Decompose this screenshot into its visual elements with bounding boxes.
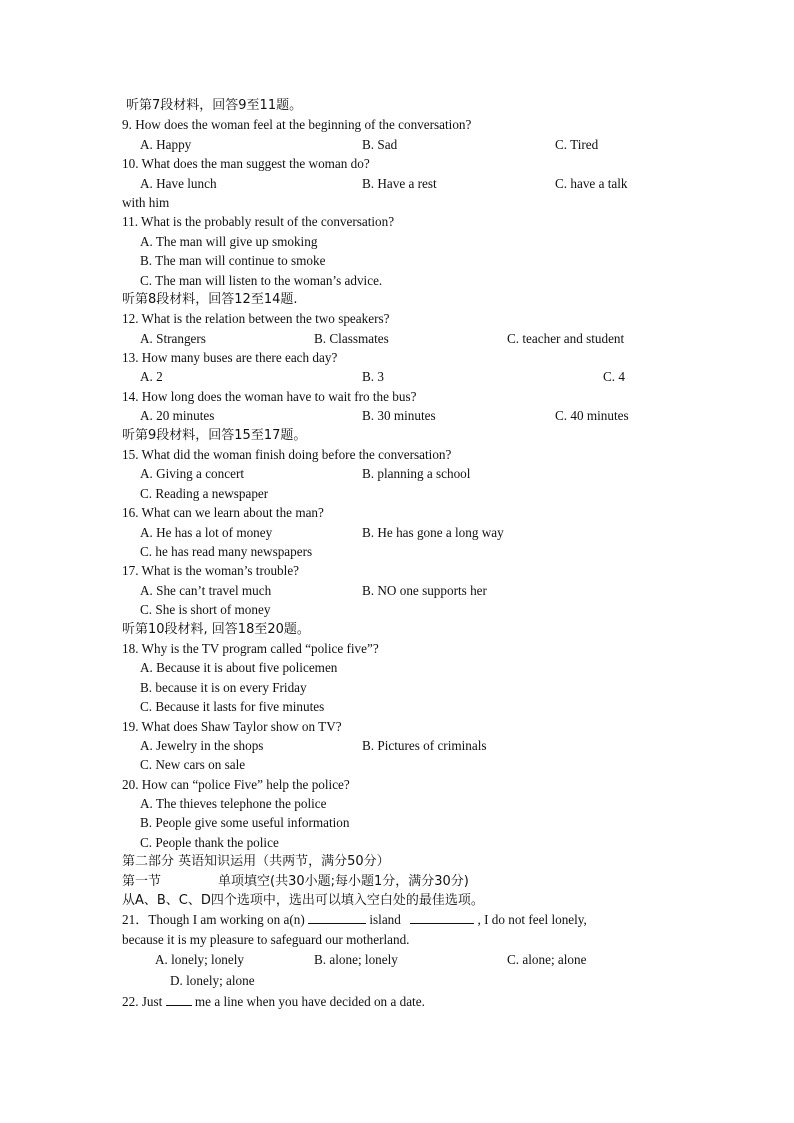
option-b: B. planning a school (362, 466, 471, 482)
option-a: A. Jewelry in the shops (140, 737, 264, 753)
option-c: C. Because it lasts for five minutes (140, 699, 325, 715)
option-a: A. She can’t travel much (140, 582, 272, 598)
option-c: C. She is short of money (140, 602, 271, 618)
option-a: A. 20 minutes (140, 408, 215, 424)
instructions: 从A、B、C、D四个选项中，选出可以填入空白处的最佳选项。 (122, 893, 484, 909)
question-13-options (122, 367, 662, 386)
answer-blank[interactable] (308, 911, 366, 924)
section-heading-8: 听第8段材料，回答12至14题. (122, 291, 298, 307)
option-c: C. 40 minutes (555, 408, 629, 424)
option-a: A. Have lunch (140, 175, 217, 191)
option-c: C. The man will listen to the woman’s advice. (140, 272, 383, 288)
option-b: B. 3 (362, 369, 384, 385)
section-heading-10: 听第10段材料, 回答18至20题。 (122, 621, 310, 637)
answer-blank[interactable] (410, 911, 474, 924)
question-21-text-end: , I do not feel lonely, (477, 912, 587, 928)
option-c: C. Tired (555, 136, 599, 152)
option-a: A. 2 (140, 369, 163, 385)
option-c-continued: with him (122, 194, 170, 210)
question-19-options (122, 736, 662, 755)
option-a: A. The thieves telephone the police (140, 796, 327, 812)
question-18: 18. Why is the TV program called “police five”? (122, 640, 379, 656)
question-15-options (122, 464, 662, 483)
question-22-text-start: 22. Just (122, 994, 163, 1010)
section-one-heading (122, 872, 662, 891)
question-22 (122, 991, 662, 1012)
question-21-continued: because it is my pleasure to safeguard our motherland. (122, 931, 410, 947)
question-21-text-mid: island (369, 912, 401, 928)
option-c: C. have a talk (555, 175, 628, 191)
question-20: 20. How can “police Five” help the police? (122, 776, 350, 792)
question-10-options (122, 174, 662, 193)
option-b: B. 30 minutes (362, 408, 436, 424)
option-b: B. NO one supports her (362, 582, 487, 598)
question-9-options (122, 135, 662, 154)
option-c: C. he has read many newspapers (140, 543, 313, 559)
question-13: 13. How many buses are there each day? (122, 350, 338, 366)
section-one-title: 单项填空(共30小题;每小题1分，满分30分) (218, 873, 469, 889)
option-b: B. alone; lonely (314, 952, 398, 968)
question-21-text-start: 21．Though I am working on a(n) (122, 912, 305, 928)
question-19: 19. What does Shaw Taylor show on TV? (122, 718, 342, 734)
option-b: B. because it is on every Friday (140, 679, 307, 695)
option-a: A. He has a lot of money (140, 524, 273, 540)
option-b: B. Sad (362, 136, 398, 152)
question-17: 17. What is the woman’s trouble? (122, 563, 300, 579)
question-11: 11. What is the probably result of the conversation? (122, 214, 395, 230)
option-a: A. Giving a concert (140, 466, 244, 482)
part-two-heading: 第二部分 英语知识运用（共两节，满分50分） (122, 854, 390, 870)
question-15: 15. What did the woman finish doing before the conversation? (122, 447, 452, 463)
question-16: 16. What can we learn about the man? (122, 505, 324, 521)
option-b: B. People give some useful information (140, 815, 350, 831)
option-a: A. Because it is about five policemen (140, 660, 338, 676)
option-b: B. Classmates (314, 330, 389, 346)
option-b: B. He has gone a long way (362, 524, 504, 540)
section-one-label: 第一节 (122, 873, 162, 889)
question-22-text-end: me a line when you have decided on a date. (194, 994, 425, 1010)
option-d: D. lonely; alone (170, 973, 255, 989)
question-9: 9. How does the woman feel at the beginning of the conversation? (122, 117, 472, 133)
question-14-options (122, 406, 662, 425)
question-14: 14. How long does the woman have to wait fro the bus? (122, 388, 417, 404)
option-c: C. Reading a newspaper (140, 485, 269, 501)
option-a: A. Happy (140, 136, 192, 152)
exam-page (122, 96, 662, 1012)
option-a: A. The man will give up smoking (140, 233, 318, 249)
option-a: A. Strangers (140, 330, 206, 346)
option-c: C. New cars on sale (140, 757, 246, 773)
question-12-options (122, 329, 662, 348)
option-b: B. Have a rest (362, 175, 437, 191)
option-b: B. Pictures of criminals (362, 737, 487, 753)
option-c: C. People thank the police (140, 834, 279, 850)
question-17-options (122, 581, 662, 600)
question-10: 10. What does the man suggest the woman do? (122, 156, 370, 172)
question-16-options (122, 523, 662, 542)
option-c: C. alone; alone (507, 952, 587, 968)
option-b: B. The man will continue to smoke (140, 253, 326, 269)
section-heading-7: 听第7段材料，回答9至11题。 (126, 98, 303, 113)
option-c: C. 4 (603, 369, 625, 385)
section-heading-9: 听第9段材料，回答15至17题。 (122, 427, 307, 443)
question-21 (122, 910, 662, 929)
option-c: C. teacher and student (507, 330, 625, 346)
question-21-options (122, 949, 662, 970)
answer-blank[interactable] (166, 993, 192, 1006)
question-12: 12. What is the relation between the two speakers? (122, 311, 390, 327)
option-a: A. lonely; lonely (155, 952, 245, 968)
